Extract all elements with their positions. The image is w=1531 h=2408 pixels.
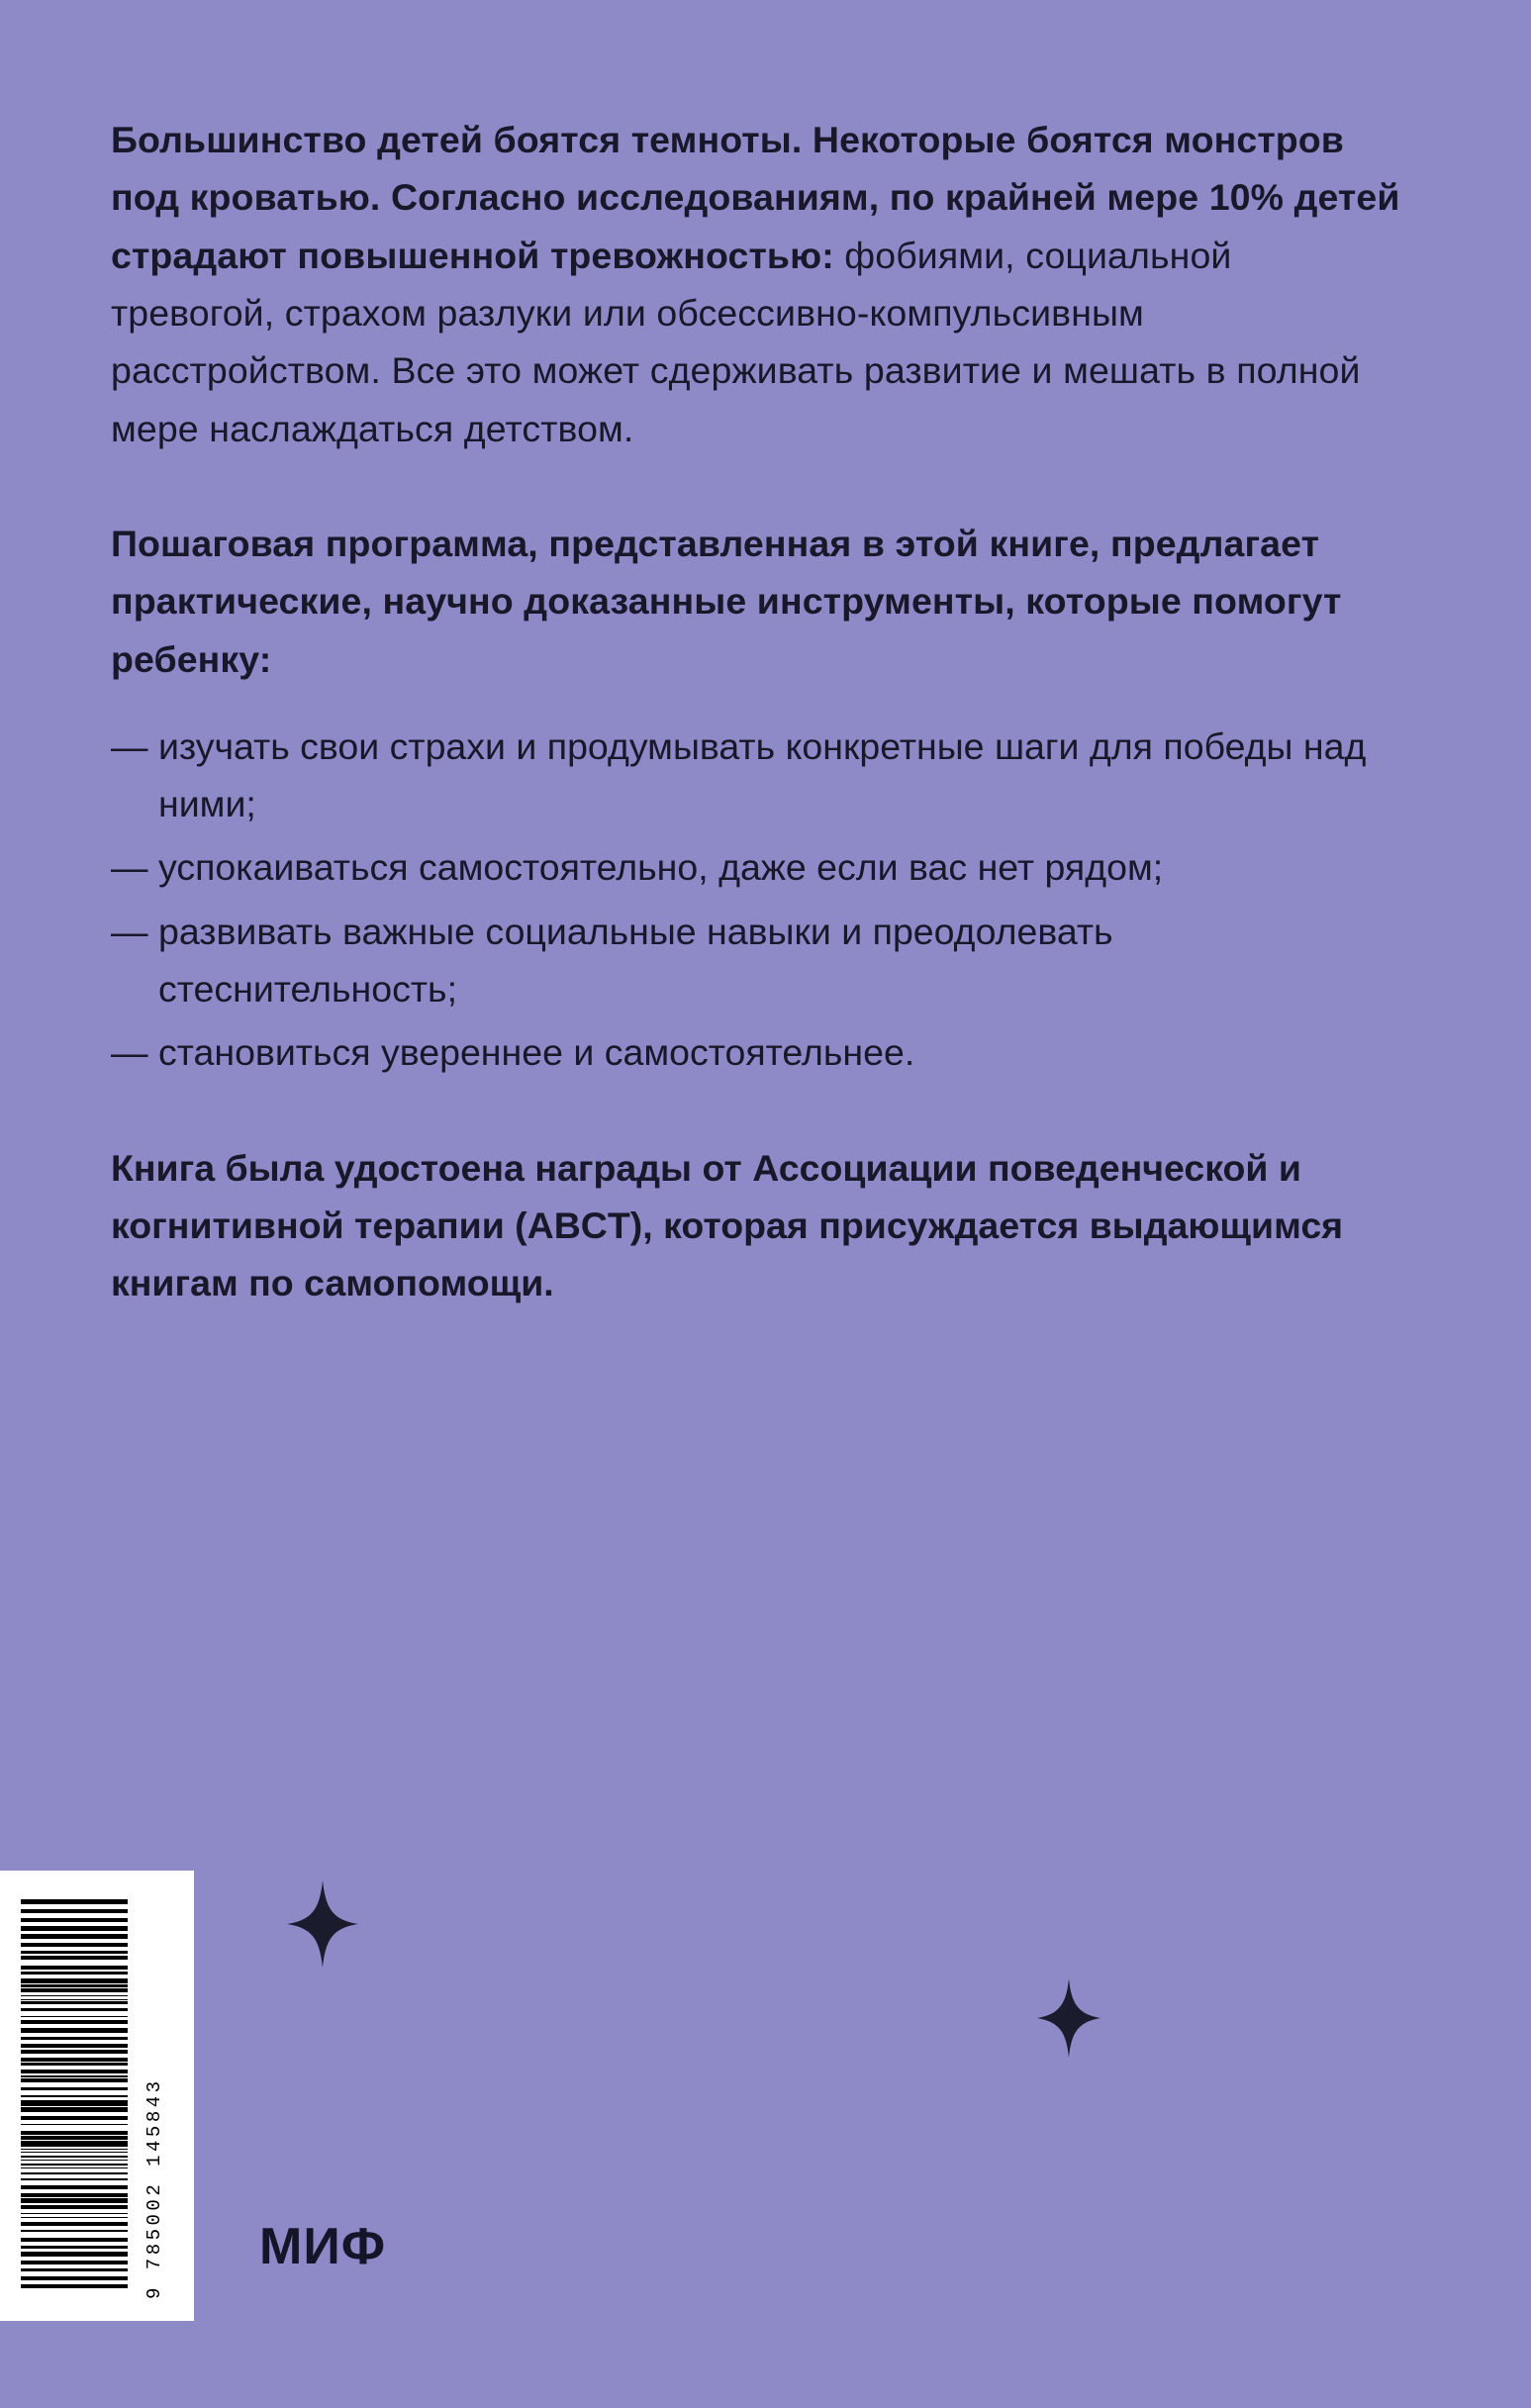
- list-item: [111, 903, 1402, 1018]
- list-item: [111, 1023, 1402, 1081]
- sparkle-icon: [1035, 1976, 1102, 2060]
- cover-text-block: [111, 111, 1402, 1312]
- list-dash: —: [111, 910, 148, 952]
- list-item-label: развивать важные социальные навыки и преодолевать стеснительность;: [158, 910, 1113, 1011]
- benefits-list: [111, 718, 1402, 1082]
- isbn-number: 9 785002 145843: [144, 2076, 165, 2299]
- list-item: [111, 718, 1402, 833]
- sparkle-icon: [285, 1878, 360, 1970]
- list-dash: —: [111, 846, 148, 889]
- program-paragraph: Пошаговая программа, представленная в этой книге, предлагает практические, научно доказанные инструменты, которые помогут ребенку:: [111, 522, 1342, 680]
- intro-regular-run: фобиями, социальной тревогой, страхом разлуки или обсессивно-компульсивным расстройством. Все это может сдерживать развитие и мешать в полной мере наслаждаться детством.: [111, 234, 1361, 449]
- list-item-label: становиться увереннее и самостоятельнее.: [158, 1031, 915, 1074]
- intro-bold-run: Большинство детей боятся темноты. Некоторые боятся монстров под кроватью. Согласно исследованиям, по крайней мере 10% детей страдают повышенной тревожностью:: [111, 119, 1400, 276]
- barcode-gap: [21, 2288, 128, 2292]
- publisher-logo: МИФ: [259, 2218, 387, 2275]
- list-item-label: успокаиваться самостоятельно, даже если вас нет рядом;: [158, 846, 1164, 889]
- barcode-inner: [13, 1883, 181, 2309]
- list-item-label: изучать свои страхи и продумывать конкретные шаги для победы над ними;: [158, 724, 1367, 825]
- isbn-barcode: [0, 1871, 194, 2321]
- list-dash: —: [111, 724, 148, 767]
- list-item: [111, 838, 1402, 896]
- intro-paragraph: [111, 111, 1402, 457]
- award-paragraph: Книга была удостоена награды от Ассоциации поведенческой и когнитивной терапии (ABCT), которая присуждается выдающимся книгам по самопомощи.: [111, 1146, 1344, 1304]
- barcode-bars: [21, 1899, 128, 2293]
- list-dash: —: [111, 1031, 148, 1074]
